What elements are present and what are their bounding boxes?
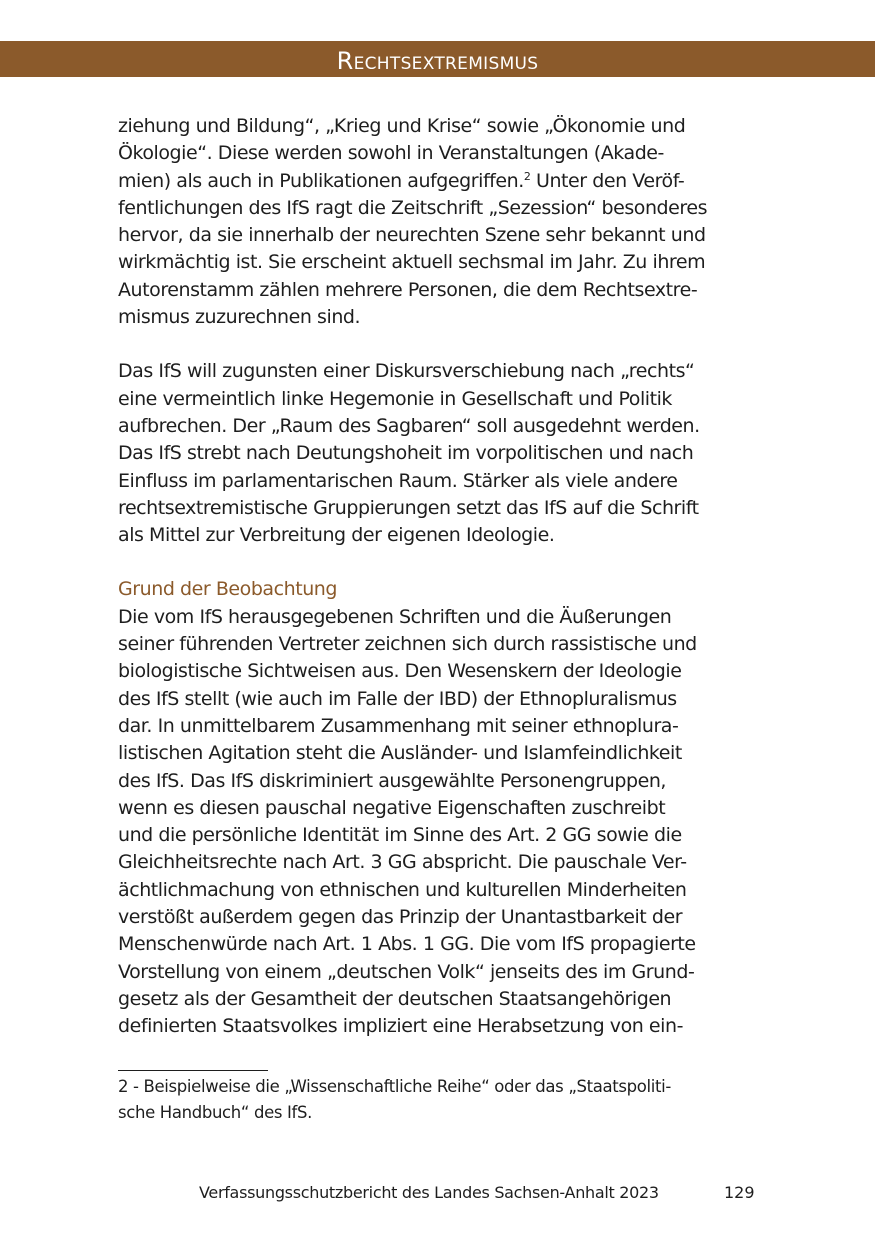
text-line: Gleichheitsrechte nach Art. 3 GG abspricht. Die pauschale Ver- (118, 851, 687, 874)
paragraph-2 (118, 358, 768, 549)
main-content (118, 113, 768, 1041)
text-line: fentlichungen des IfS ragt die Zeitschrift „Sezession“ besonderes (118, 196, 708, 219)
paragraph-spacer (118, 331, 768, 358)
text-line: und die persönliche Identität im Sinne des Art. 2 GG sowie die (118, 824, 682, 847)
footnote (118, 1074, 768, 1126)
section-subheading: Grund der Beobachtung (118, 578, 338, 601)
footnote-line: 2 - Beispielweise die „Wissenschaftliche Reihe“ oder das „Staatspoliti- (118, 1077, 671, 1096)
text-line: aufbrechen. Der „Raum des Sagbaren“ soll ausgedehnt werden. (118, 414, 700, 437)
text-line: definierten Staatsvolkes impliziert eine Herabsetzung von ein- (118, 1015, 683, 1038)
text-line: Die vom IfS herausgegebenen Schriften und die Äußerungen (118, 605, 672, 628)
footnote-reference: 2 (523, 169, 531, 183)
text-line: listischen Agitation steht die Ausländer- und Islamfeindlichkeit (118, 742, 682, 765)
text-line: eine vermeintlich linke Hegemonie in Gesellschaft und Politik (118, 387, 672, 410)
text-line: Das IfS will zugunsten einer Diskursverschiebung nach „rechts“ (118, 360, 695, 383)
page-number: 129 (724, 1183, 755, 1202)
text-line: verstößt außerdem gegen das Prinzip der Unantastbarkeit der (118, 906, 683, 929)
text-line: Menschenwürde nach Art. 1 Abs. 1 GG. Die vom IfS propagierte (118, 933, 696, 956)
footnote-divider (118, 1070, 268, 1071)
text-line: Autorenstamm zählen mehrere Personen, die dem Rechtsextre- (118, 278, 698, 301)
text-line: Ökologie“. Diese werden sowohl in Veranstaltungen (Akade- (118, 142, 664, 165)
text-line-part: Unter den Veröf- (530, 169, 685, 192)
text-line: dar. In unmittelbarem Zusammenhang mit seiner ethnoplura- (118, 714, 679, 737)
text-line: wenn es diesen pauschal negative Eigenschaften zuschreibt (118, 796, 666, 819)
text-line: Das IfS strebt nach Deutungshoheit im vorpolitischen und nach (118, 442, 694, 465)
text-line: des IfS stellt (wie auch im Falle der IBD) der Ethnopluralismus (118, 687, 677, 710)
text-line: Vorstellung von einem „deutschen Volk“ jenseits des im Grund- (118, 960, 695, 983)
text-line: wirkmächtig ist. Sie erscheint aktuell sechsmal im Jahr. Zu ihrem (118, 251, 706, 274)
section-title: Rechtsextremismus (336, 47, 539, 75)
paragraph-spacer (118, 549, 768, 576)
text-line: gesetz als der Gesamtheit der deutschen Staatsangehörigen (118, 987, 672, 1010)
text-line: seiner führenden Vertreter zeichnen sich durch rassistische und (118, 633, 697, 656)
footer-publication-title: Verfassungsschutzbericht des Landes Sachsen-Anhalt 2023 (199, 1183, 659, 1202)
text-line-part: mien) als auch in Publikationen aufgegriffen. (118, 169, 524, 192)
text-line: Einfluss im parlamentarischen Raum. Stärker als viele andere (118, 469, 678, 492)
footnote-line: sche Handbuch“ des IfS. (118, 1103, 313, 1122)
section-header-bar (0, 41, 875, 77)
text-line: ziehung und Bildung“, „Krieg und Krise“ sowie „Ökonomie und (118, 115, 686, 137)
text-line: hervor, da sie innerhalb der neurechten Szene sehr bekannt und (118, 224, 706, 247)
text-line: als Mittel zur Verbreitung der eigenen Ideologie. (118, 524, 555, 547)
text-line: des IfS. Das IfS diskriminiert ausgewählte Personengruppen, (118, 769, 667, 792)
text-line (118, 168, 768, 195)
text-line: mismus zuzurechnen sind. (118, 306, 361, 329)
paragraph-1 (118, 113, 768, 331)
text-line: biologistische Sichtweisen aus. Den Wesenskern der Ideologie (118, 660, 682, 683)
text-line: rechtsextremistische Gruppierungen setzt das IfS auf die Schrift (118, 496, 699, 519)
paragraph-3 (118, 604, 768, 1041)
text-line: ächtlichmachung von ethnischen und kulturellen Minderheiten (118, 878, 687, 901)
